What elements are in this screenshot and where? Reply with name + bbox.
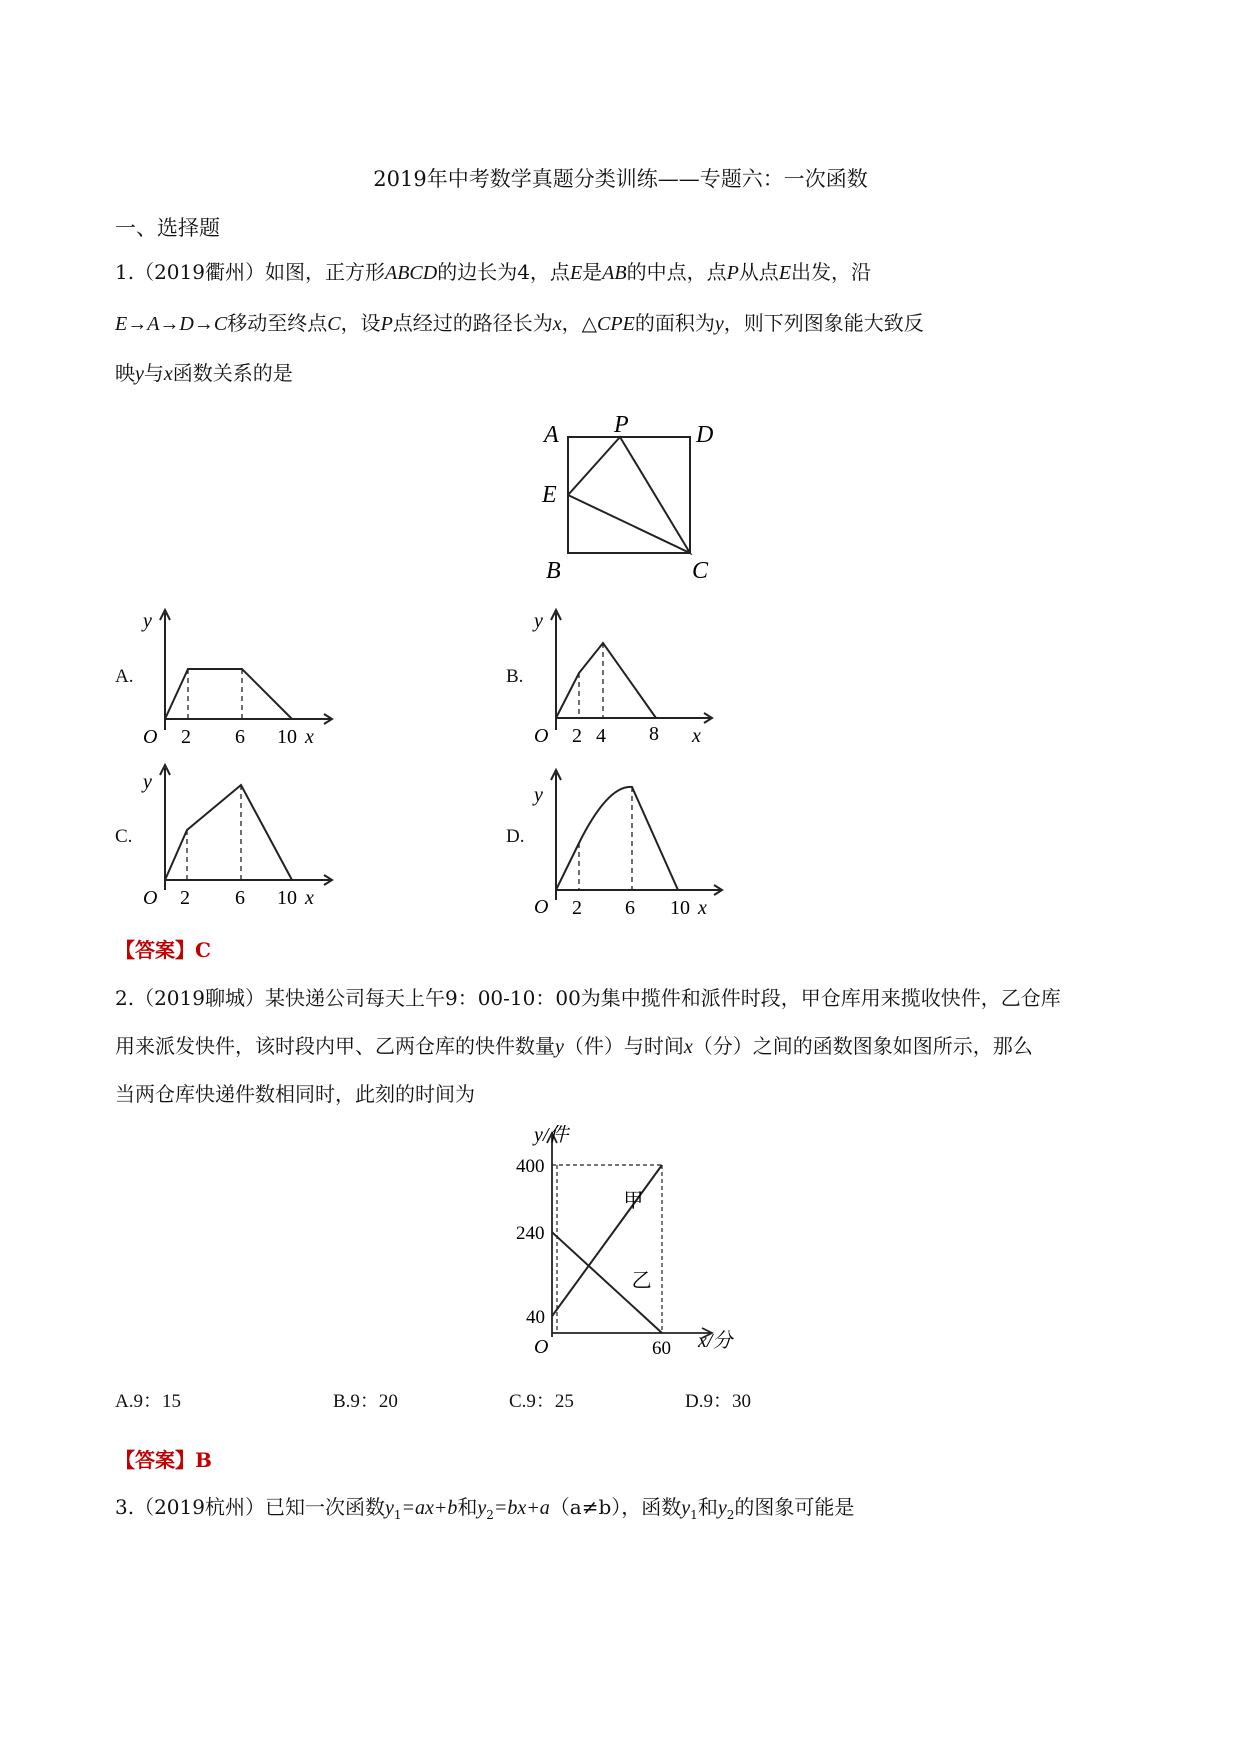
label-A: A xyxy=(544,422,559,448)
q2-line2: 用来派发快件，该时段内甲、乙两仓库的快件数量y（件）与时间x（分）之间的函数图象如图所示，那么 xyxy=(115,1034,1033,1058)
option-A-label: A. xyxy=(115,666,134,687)
y-tick-400: 400 xyxy=(516,1156,545,1177)
option-D-label: D. xyxy=(506,826,525,847)
q1-answer: 【答案】C xyxy=(115,938,211,962)
label-D: D xyxy=(696,422,714,448)
label-P: P xyxy=(614,412,629,438)
svg-text:6: 6 xyxy=(625,897,635,915)
y-axis-label: y/件 xyxy=(534,1125,569,1146)
svg-text:2: 2 xyxy=(180,887,190,909)
series-label-jia: 甲 xyxy=(623,1190,644,1212)
option-D-graph xyxy=(528,765,738,915)
series-line-0 xyxy=(552,1165,662,1316)
svg-text:8: 8 xyxy=(649,723,659,745)
svg-text:2: 2 xyxy=(572,725,582,747)
svg-text:x: x xyxy=(698,897,707,915)
label-E: E xyxy=(542,482,557,508)
q1-line2: E→A→D→C移动至终点C，设P点经过的路径长为x，△CPE的面积为y，则下列图象能大致反 xyxy=(115,311,924,335)
option-B-label: B. xyxy=(506,666,524,687)
x-tick-60: 60 xyxy=(652,1338,671,1359)
svg-text:10: 10 xyxy=(670,897,690,915)
section-heading: 一、选择题 xyxy=(115,216,220,240)
svg-text:10: 10 xyxy=(277,726,297,748)
svg-text:6: 6 xyxy=(235,726,245,748)
q2-line3: 当两仓库快递件数相同时，此刻的时间为 xyxy=(115,1082,475,1106)
square-figure xyxy=(530,410,730,585)
label-B: B xyxy=(546,558,561,584)
y-tick-40: 40 xyxy=(526,1307,545,1329)
origin-label: O xyxy=(534,1336,549,1358)
svg-text:2: 2 xyxy=(572,897,582,915)
option-C-graph xyxy=(135,760,345,910)
svg-text:y: y xyxy=(143,610,152,632)
q1-line1: 1.（2019衢州）如图，正方形ABCD的边长为4，点E是AB的中点，点P从点E出发，沿 xyxy=(115,260,872,284)
svg-text:x: x xyxy=(305,726,314,748)
choice-B[interactable]: B.9：20 xyxy=(333,1391,398,1412)
svg-text:O: O xyxy=(534,896,549,915)
q2-answer: 【答案】B xyxy=(115,1448,212,1472)
choice-D[interactable]: D.9：30 xyxy=(685,1391,751,1412)
svg-text:y: y xyxy=(143,771,152,793)
svg-text:6: 6 xyxy=(235,887,245,909)
svg-text:2: 2 xyxy=(181,726,191,748)
q2-chart xyxy=(500,1125,750,1360)
series-label-yi: 乙 xyxy=(631,1269,652,1292)
svg-text:x: x xyxy=(692,725,701,747)
svg-text:4: 4 xyxy=(596,725,606,747)
x-axis-label: x/分 xyxy=(698,1330,733,1352)
choice-A[interactable]: A.9：15 xyxy=(115,1391,181,1412)
q3-line1: 3.（2019杭州）已知一次函数$y_1=ax+b$和$y_2=bx+a(a\ne b)$，函数$y_1$和$y_2$的图象可能是 xyxy=(115,1495,855,1522)
q2-line1: 2.（2019聊城）某快递公司每天上午9：00-10：00为集中揽件和派件时段，甲仓库用来揽收快件，乙仓库 xyxy=(115,986,1061,1010)
svg-text:O: O xyxy=(143,726,158,748)
option-B-graph xyxy=(528,605,738,750)
svg-text:y: y xyxy=(534,610,543,632)
svg-text:10: 10 xyxy=(277,887,297,909)
svg-text:x: x xyxy=(305,887,314,909)
svg-text:y: y xyxy=(534,784,543,806)
choice-C[interactable]: C.9：25 xyxy=(509,1391,574,1412)
label-C: C xyxy=(692,558,709,584)
option-A-graph xyxy=(135,605,345,750)
option-C-label: C. xyxy=(115,826,133,847)
document-title: 2019年中考数学真题分类训练——专题六：一次函数 xyxy=(373,167,868,191)
svg-text:O: O xyxy=(534,725,549,747)
svg-text:O: O xyxy=(143,887,158,909)
y-tick-240: 240 xyxy=(516,1223,545,1245)
q1-line3: 映y与x函数关系的是 xyxy=(115,361,293,385)
